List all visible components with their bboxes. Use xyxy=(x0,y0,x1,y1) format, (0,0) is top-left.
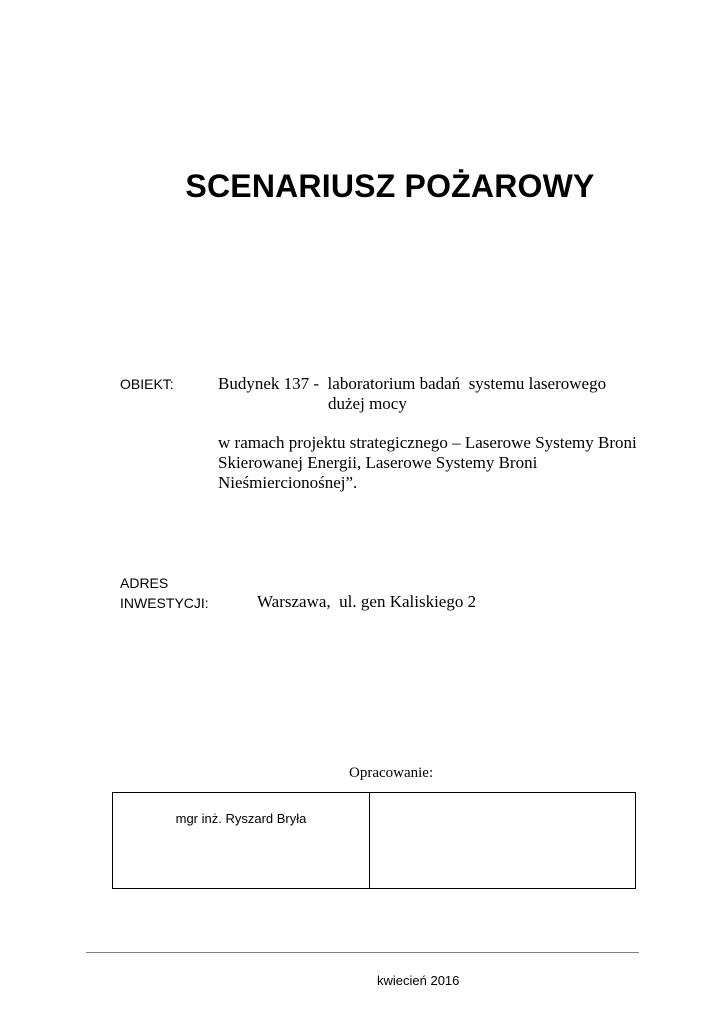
project-line: w ramach projektu strategicznego – Laserowe Systemy Broni xyxy=(218,433,637,452)
adres-label-line1: ADRES xyxy=(120,575,169,591)
project-line: Skierowanej Energii, Laserowe Systemy Broni xyxy=(218,453,538,472)
obiekt-label: OBIEKT: xyxy=(120,376,174,392)
project-description xyxy=(218,433,708,493)
obiekt-description-line1: Budynek 137 - laboratorium badań systemu laserowego xyxy=(218,374,607,393)
footer-divider xyxy=(86,952,639,953)
project-line: Nieśmiercionośnej”. xyxy=(218,473,358,492)
obiekt-description-line2: dużej mocy xyxy=(328,394,407,413)
signature-cell xyxy=(370,793,635,888)
adres-label-line2: INWESTYCJI: xyxy=(120,595,209,611)
author-cell xyxy=(113,793,370,888)
adres-value: Warszawa, ul. gen Kaliskiego 2 xyxy=(257,592,477,611)
footer-date: kwiecień 2016 xyxy=(377,973,460,988)
author-name: mgr inż. Ryszard Bryła xyxy=(175,811,307,826)
document-title: SCENARIUSZ POŻAROWY xyxy=(185,168,595,204)
opracowanie-label: Opracowanie: xyxy=(349,765,434,781)
signature-table xyxy=(112,792,636,889)
